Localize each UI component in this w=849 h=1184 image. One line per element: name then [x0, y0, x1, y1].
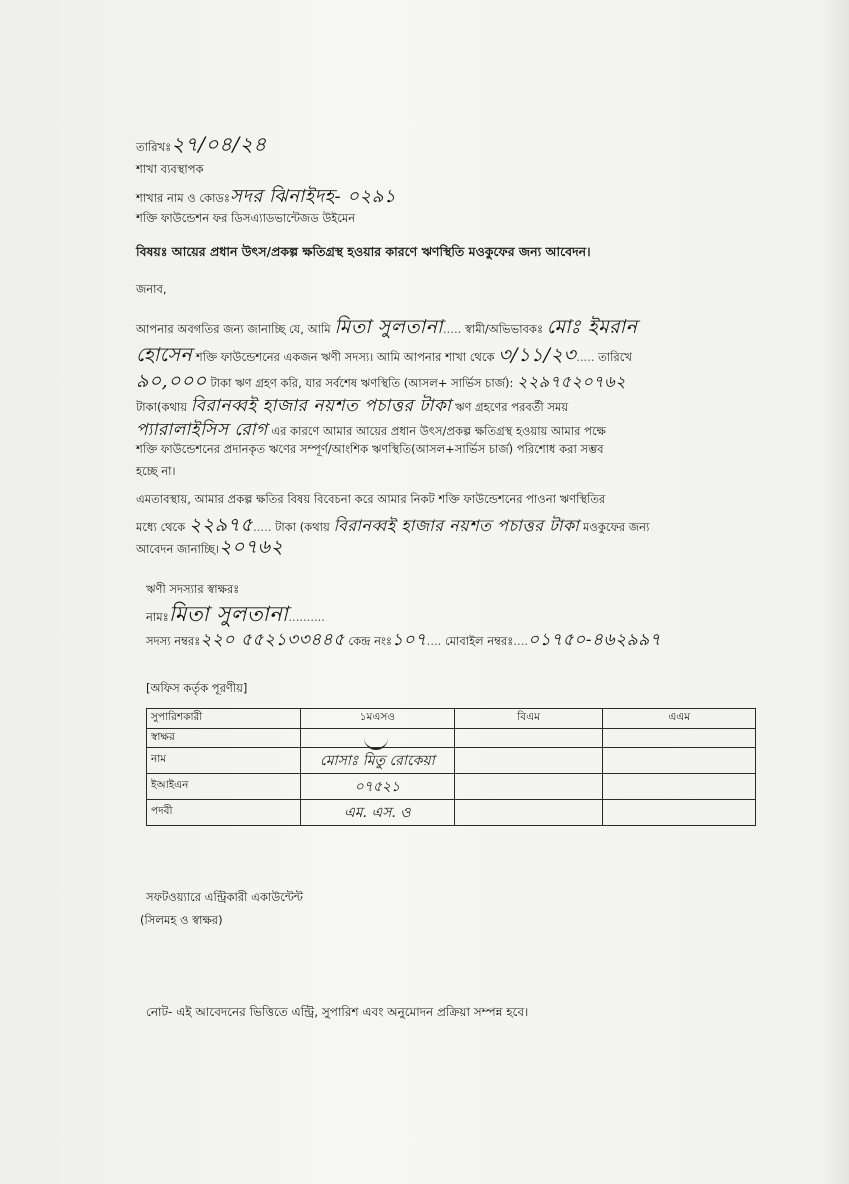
para1-line7: হচ্ছে না। — [136, 464, 176, 478]
borrower-signature-label: ঋণী সদস্যার স্বাক্ষরঃ — [146, 582, 240, 596]
para1-line2: হোসেন শক্তি ফাউন্ডেশনের একজন ঋণী সদস্য। আমি আপনার শাখা থেকে ৩/১১/২৩..... তারিখে — [136, 344, 632, 366]
guardian-label: স্বামী/অভিভাবকঃ — [464, 322, 544, 336]
para2-text: মধ্যে থেকে — [136, 520, 186, 534]
row-label: ইআইএন — [147, 774, 301, 800]
guardian-name-part1: মোঃ ইমরান — [546, 316, 638, 338]
header-first-sso: ১মএসও — [301, 709, 455, 729]
para1-text: আপনার অবগতির জন্য জানাচ্ছি যে, আমি — [136, 322, 331, 336]
accountant-seal-note: (সিলমহ ও স্বাক্ষর) — [140, 913, 223, 927]
para1-text: টাকা(কথায় — [136, 400, 188, 414]
office-use-label: [অফিস কর্তৃক পূরণীয়] — [146, 681, 248, 695]
subject-line: বিষয়ঃ আয়ের প্রধান উৎস/প্রকল্প ক্ষতিগ্রস্থ হওয়ার কারণে ঋণস্থিতি মওকুফের জন্য আবেদন। — [136, 244, 591, 259]
loan-balance: ২২৯৭৫ — [517, 372, 572, 391]
row-label: স্বাক্ষর — [147, 728, 301, 748]
row-label: নাম — [147, 748, 301, 774]
accountant-title: সফটওয়্যারে এন্ট্রিকারী একাউন্টেন্ট — [146, 890, 303, 904]
recipient-title: শাখা ব্যবস্থাপক — [136, 162, 204, 176]
date-line — [136, 134, 267, 154]
para1-text: তারিখে — [598, 350, 632, 364]
table-cell — [603, 748, 756, 774]
table-cell — [454, 728, 603, 748]
guardian-name-part2: হোসেন — [136, 344, 193, 366]
para1-text: টাকা ঋণ গ্রহণ করি, যার সর্বশেষ ঋণস্থিতি (আসল+ সার্ভিস চার্জ): — [210, 376, 514, 390]
table-row — [147, 728, 756, 748]
header-am: এএম — [603, 709, 756, 729]
table-cell: এম. এস. ও — [301, 800, 455, 826]
loan-date: ৩/১১/২৩ — [498, 344, 577, 366]
balance-in-words: বিরানব্বই হাজার নয়শত পচাত্তর টাকা — [190, 396, 452, 416]
para2-text: মওকুফের জন্য — [582, 520, 650, 534]
para1-text: শক্তি ফাউন্ডেশনের একজন ঋণী সদস্য। আমি আপনার শাখা থেকে — [195, 350, 495, 364]
table-cell: মোসাঃ মিতু রোকেয়া — [301, 748, 455, 774]
borrower-details-line: সদস্য নম্বরঃ২২০ ৫৫২১৩৩৪৪৫ কেন্দ্র নংঃ১০৭.... মোবাইল নম্বরঃ....০১৭৫০-৪৬২৯৯৭ — [146, 630, 662, 650]
para1-line3 — [136, 372, 626, 391]
table-row — [147, 800, 756, 826]
para1-text: ঋণ গ্রহণের পরবর্তী সময় — [454, 400, 569, 414]
page-shadow — [823, 0, 849, 1184]
waiver-extra: ২০৭৬২ — [219, 536, 284, 558]
footer-note: নোট- এই আবেদনের ভিত্তিতে এন্ট্রি, সুপারিশ এবং অনুমোদন প্রক্রিয়া সম্পন্ন হবে। — [146, 1005, 529, 1019]
header-recommender: সুপারিশকারী — [147, 709, 301, 729]
damage-cause: প্যারালাইসিস রোগ — [136, 420, 268, 440]
para2-text: টাকা (কথায় — [275, 520, 330, 534]
table-cell — [454, 748, 603, 774]
table-cell — [603, 774, 756, 800]
borrower-name-label: নামঃ — [146, 610, 169, 624]
branch-label: শাখার নাম ও কোডঃ — [136, 191, 231, 205]
center-number-label: কেন্দ্র নংঃ — [348, 634, 393, 648]
date-value: ২৭/০৪/২৪ — [171, 132, 267, 156]
mobile-number-value: ০১৭৫০-৪৬২৯৯৭ — [528, 630, 662, 650]
table-cell — [454, 774, 603, 800]
table-header-row — [147, 709, 756, 729]
applicant-name: মিতা সুলতানা — [334, 316, 443, 338]
organization-line: শক্তি ফাউন্ডেশন ফর ডিসএ্যাডভান্টেজড উইমেন — [136, 211, 356, 225]
branch-line — [136, 188, 396, 206]
para1-text: এর কারণে আমার আয়ের প্রধান উৎস/প্রকল্প ক্ষতিগ্রস্থ হওয়ায় আমার পক্ষে — [271, 424, 606, 438]
table-cell: ০৭৫২১ — [301, 774, 455, 800]
loan-balance-extra: ২০৭৬২ — [571, 372, 627, 391]
recommendation-table — [146, 708, 756, 826]
para2-line1: এমতাবস্থায়, আমার প্রকল্প ক্ষতির বিষয় বিবেচনা করে আমার নিকট শক্তি ফাউন্ডেশনের পাওনা ঋণস্থিতির — [136, 492, 606, 506]
table-row — [147, 774, 756, 800]
para2-line2: মধ্যে থেকে ২২৯৭৫..... টাকা (কথায় বিরানব্বই হাজার নয়শত পচাত্তর টাকা মওকুফের জন্য — [136, 514, 650, 536]
member-number-label: সদস্য নম্বরঃ — [146, 634, 201, 648]
table-cell — [603, 800, 756, 826]
waiver-amount: ২২৯৭৫ — [188, 514, 254, 536]
borrower-name-value: মিতা সুলতানা — [168, 602, 289, 626]
header-bm: বিএম — [454, 709, 603, 729]
salutation: জনাব, — [136, 282, 167, 296]
para1-line4 — [136, 398, 568, 415]
loan-amount: ৯০,০০০ — [136, 370, 207, 392]
borrower-name-line: নামঃমিতা সুলতানা.......... — [146, 602, 325, 626]
table-row — [147, 748, 756, 774]
mobile-number-label: মোবাইল নম্বরঃ — [444, 634, 514, 648]
table-cell — [454, 800, 603, 826]
para1-line1: আপনার অবগতির জন্য জানাচ্ছি যে, আমি মিতা সুলতানা..... স্বামী/অভিভাবকঃ মোঃ ইমরান — [136, 316, 638, 338]
branch-value: সদর ঝিনাইদহ- ০২৯১ — [230, 186, 397, 207]
para2-line3 — [136, 538, 283, 557]
table-cell — [603, 728, 756, 748]
date-label: তারিখঃ — [136, 140, 172, 154]
member-number-value: ২২০ ৫৫২১৩৩৪৪৫ — [200, 630, 345, 650]
para1-line6: শক্তি ফাউন্ডেশনের প্রদানকৃত ঋণের সম্পূর্ণ/আংশিক ঋণস্থিতি(আসল+সার্ভিস চার্জ) পরিশোধ করা সম্ভব — [136, 442, 604, 456]
para1-line5 — [136, 422, 606, 439]
waiver-amount-words: বিরানব্বই হাজার নয়শত পচাত্তর টাকা — [333, 516, 580, 535]
para2-text: আবেদন জানাচ্ছি। — [136, 542, 220, 556]
row-label: পদবী — [147, 800, 301, 826]
center-number-value: ১০৭ — [392, 630, 427, 650]
